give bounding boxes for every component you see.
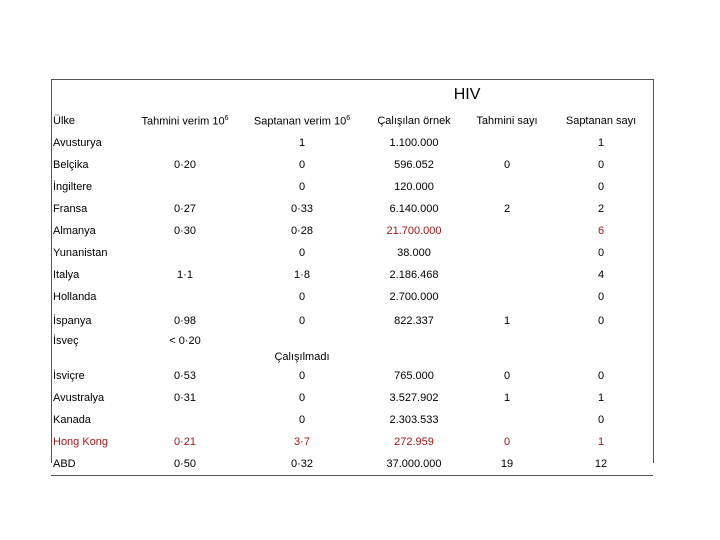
cell-detected-yield: 0 [298, 291, 306, 303]
table-row [51, 286, 653, 308]
cell-detected-count: 0 [597, 314, 605, 327]
cell-country: Hollanda [53, 291, 97, 303]
cell-estimated-count [465, 264, 549, 286]
cell-detected-count: 0 [597, 370, 605, 382]
cell-country: Yunanistan [53, 247, 108, 259]
cell-estimated-count: 1 [503, 392, 511, 404]
cell-sample: 37.000.000 [363, 453, 465, 476]
table-row [51, 198, 653, 220]
cell-estimated-count: 2 [503, 203, 511, 215]
cell-sample: 6.140.000 [389, 203, 439, 215]
cell-detected-yield: 0 [298, 247, 306, 259]
cell-estimated-count [465, 242, 549, 264]
cell-sample: 596.052 [394, 159, 434, 171]
cell-estimated-yield: 1·1 [177, 269, 193, 281]
cell-estimated-yield: 0·30 [173, 225, 197, 237]
cell-sample: 38.000 [397, 247, 431, 259]
cell-estimated-count [465, 176, 549, 198]
cell-country: Avusturya [53, 137, 102, 149]
cell-sample: 21.700.000 [386, 225, 442, 237]
cell-detected-yield: Çalışılmadı [274, 351, 330, 363]
table-row [51, 220, 653, 242]
table-row [51, 242, 653, 264]
cell-estimated-count: 19 [465, 453, 549, 476]
cell-sample: 1.100.000 [389, 137, 439, 149]
cell-estimated-yield: 0·21 [173, 436, 197, 448]
table-row [51, 308, 653, 333]
cell-detected-yield: 0·33 [290, 203, 314, 215]
cell-detected-count: 6 [597, 225, 605, 237]
cell-estimated-yield: < 0·20 [169, 335, 201, 347]
cell-estimated-count: 1 [503, 314, 511, 327]
cell-estimated-yield: 0·53 [173, 370, 197, 382]
header-estimated-yield: Tahmini verim $10^6$ [141, 114, 229, 128]
cell-country: Hong Kong [53, 436, 109, 448]
cell-estimated-yield [129, 409, 241, 431]
cell-sample: 2.303.533 [389, 414, 439, 426]
table-row [51, 453, 653, 476]
cell-sample [363, 333, 465, 365]
cell-detected-yield: 0·32 [241, 453, 363, 476]
cell-country: Almanya [53, 225, 96, 237]
cell-estimated-yield [129, 132, 241, 154]
table-row [51, 333, 653, 365]
cell-estimated-yield: 0·98 [173, 314, 197, 327]
header-estimated-count: Tahmini sayı [476, 115, 538, 127]
cell-detected-yield: 3·7 [294, 436, 310, 448]
cell-detected-yield: 0 [298, 181, 306, 193]
cell-estimated-count [465, 409, 549, 431]
cell-detected-yield: 0 [298, 159, 306, 171]
cell-estimated-count [465, 286, 549, 308]
cell-detected-count: 4 [597, 269, 605, 281]
cell-detected-yield: 1 [298, 137, 306, 149]
cell-country: Avustralya [53, 392, 105, 404]
cell-detected-yield: 0 [298, 314, 306, 327]
table-row [51, 387, 653, 409]
cell-detected-yield: 0·28 [290, 225, 314, 237]
cell-sample: 272.959 [394, 436, 434, 448]
cell-sample: 3.527.902 [389, 392, 439, 404]
cell-estimated-yield [129, 242, 241, 264]
cell-estimated-yield: 0·27 [173, 203, 197, 215]
cell-detected-count: 1 [597, 436, 605, 448]
cell-country: Fransa [53, 203, 88, 215]
table-row [51, 154, 653, 176]
cell-estimated-count [465, 220, 549, 242]
cell-detected-count: 0 [597, 181, 605, 193]
cell-sample: 822.337 [394, 314, 434, 327]
cell-detected-yield: 0 [298, 414, 306, 426]
table-title: HIV [51, 80, 653, 111]
cell-estimated-yield [129, 286, 241, 308]
cell-estimated-count: 0 [503, 370, 511, 382]
cell-sample: 765.000 [394, 370, 434, 382]
cell-detected-yield: 0 [298, 370, 306, 382]
table-row [51, 431, 653, 453]
cell-detected-count [549, 333, 653, 365]
cell-sample: 2.700.000 [389, 291, 439, 303]
cell-detected-yield: 1·8 [294, 269, 310, 281]
cell-country: İsviçre [53, 370, 85, 382]
header-row [51, 110, 653, 132]
cell-estimated-count: 0 [503, 159, 511, 171]
cell-detected-count: 0 [597, 414, 605, 426]
cell-estimated-count [465, 132, 549, 154]
header-detected-yield: Saptanan verim $10^6$ [253, 114, 351, 128]
cell-country: ABD [51, 453, 129, 476]
cell-estimated-yield: 0·50 [129, 453, 241, 476]
header-country: Ülke [53, 115, 76, 127]
header-detected-count: Saptanan sayı [565, 115, 637, 127]
cell-detected-count: 12 [549, 453, 653, 476]
cell-estimated-yield [129, 176, 241, 198]
cell-estimated-yield: 0·31 [173, 392, 197, 404]
header-sample: Çalışılan örnek [377, 115, 451, 127]
table-row [51, 176, 653, 198]
hiv-table [51, 79, 653, 476]
cell-detected-count: 2 [597, 203, 605, 215]
cell-country: Kanada [53, 414, 91, 426]
table-row [51, 365, 653, 387]
cell-country: Italya [53, 269, 80, 281]
cell-country: İspanya [53, 314, 92, 327]
cell-detected-count: 1 [597, 137, 605, 149]
cell-detected-count: 0 [597, 247, 605, 259]
table-row [51, 132, 653, 154]
cell-country: Belçika [53, 159, 89, 171]
cell-sample: 120.000 [394, 181, 434, 193]
cell-estimated-count [465, 333, 549, 365]
cell-country: İsveç [53, 335, 79, 347]
table-row [51, 264, 653, 286]
cell-estimated-count: 0 [503, 436, 511, 448]
cell-detected-yield: 0 [298, 392, 306, 404]
title-row [51, 80, 653, 111]
cell-detected-count: 0 [597, 291, 605, 303]
cell-sample: 2.186.468 [389, 269, 439, 281]
cell-detected-count: 0 [597, 159, 605, 171]
cell-country: İngiltere [53, 181, 93, 193]
table-row [51, 409, 653, 431]
cell-estimated-yield: 0·20 [173, 159, 197, 171]
cell-detected-count: 1 [597, 392, 605, 404]
